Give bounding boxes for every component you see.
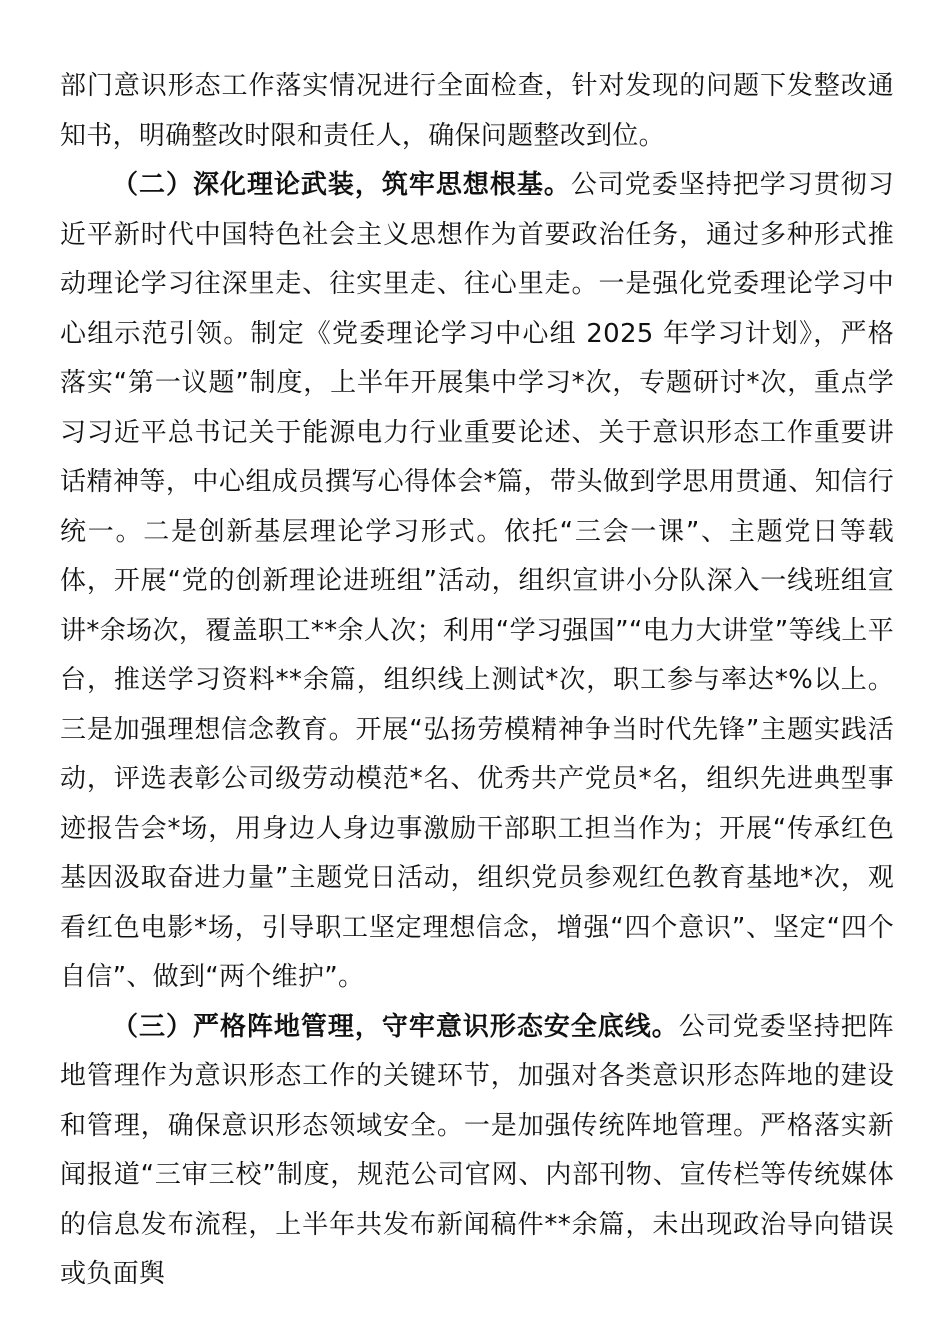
- document-page: [60, 62, 894, 1300]
- paragraph-body: 部门意识形态工作落实情况进行全面检查，针对发现的问题下发整改通知书，明确整改时限和责任人，确保问题整改到位。: [60, 71, 894, 151]
- paragraph-section-three: [60, 1003, 894, 1300]
- paragraph-section-two: [60, 161, 894, 1003]
- section-heading: （二）深化理论武装，筑牢思想根基。: [112, 170, 571, 200]
- section-heading: （三）严格阵地管理，守牢意识形态安全底线。: [112, 1011, 679, 1042]
- paragraph-continuation: [60, 62, 894, 161]
- paragraph-body: 公司党委坚持把阵地管理作为意识形态工作的关键环节，加强对各类意识形态阵地的建设和管理，确保意识形态领域安全。一是加强传统阵地管理。严格落实新闻报道“三审三校”制度，规范公司官网、内部刊物、宣传栏等传统媒体的信息发布流程，上半年共发布新闻稿件**余篇，未出现政治导向错误或负面舆: [60, 1011, 894, 1289]
- paragraph-body: 公司党委坚持把学习贯彻习近平新时代中国特色社会主义思想作为首要政治任务，通过多种形式推动理论学习往深里走、往实里走、往心里走。一是强化党委理论学习中心组示范引领。制定《党委理论学习中心组 2025 年学习计划》，严格落实“第一议题”制度，上半年开展集中学习*次，专题研讨*次，重点学习习近平总书记关于能源电力行业重要论述、关于意识形态工作重要讲话精神等，中心组成员撰写心得体会*篇，带头做到学思用贯通、知信行统一。二是创新基层理论学习形式。依托“三会一课”、主题党日等载体，开展“党的创新理论进班组”活动，组织宣讲小分队深入一线班组宣讲*余场次，覆盖职工**余人次；利用“学习强国”“电力大讲堂”等线上平台，推送学习资料**余篇，组织线上测试*次，职工参与率达*%以上。三是加强理想信念教育。开展“弘扬劳模精神争当时代先锋”主题实践活动，评选表彰公司级劳动模范*名、优秀共产党员*名，组织先进典型事迹报告会*场，用身边人身边事激励干部职工担当作为；开展“传承红色基因汲取奋进力量”主题党日活动，组织党员参观红色教育基地*次，观看红色电影*场，引导职工坚定理想信念，增强“四个意识”、坚定“四个自信”、做到“两个维护”。: [60, 170, 894, 992]
